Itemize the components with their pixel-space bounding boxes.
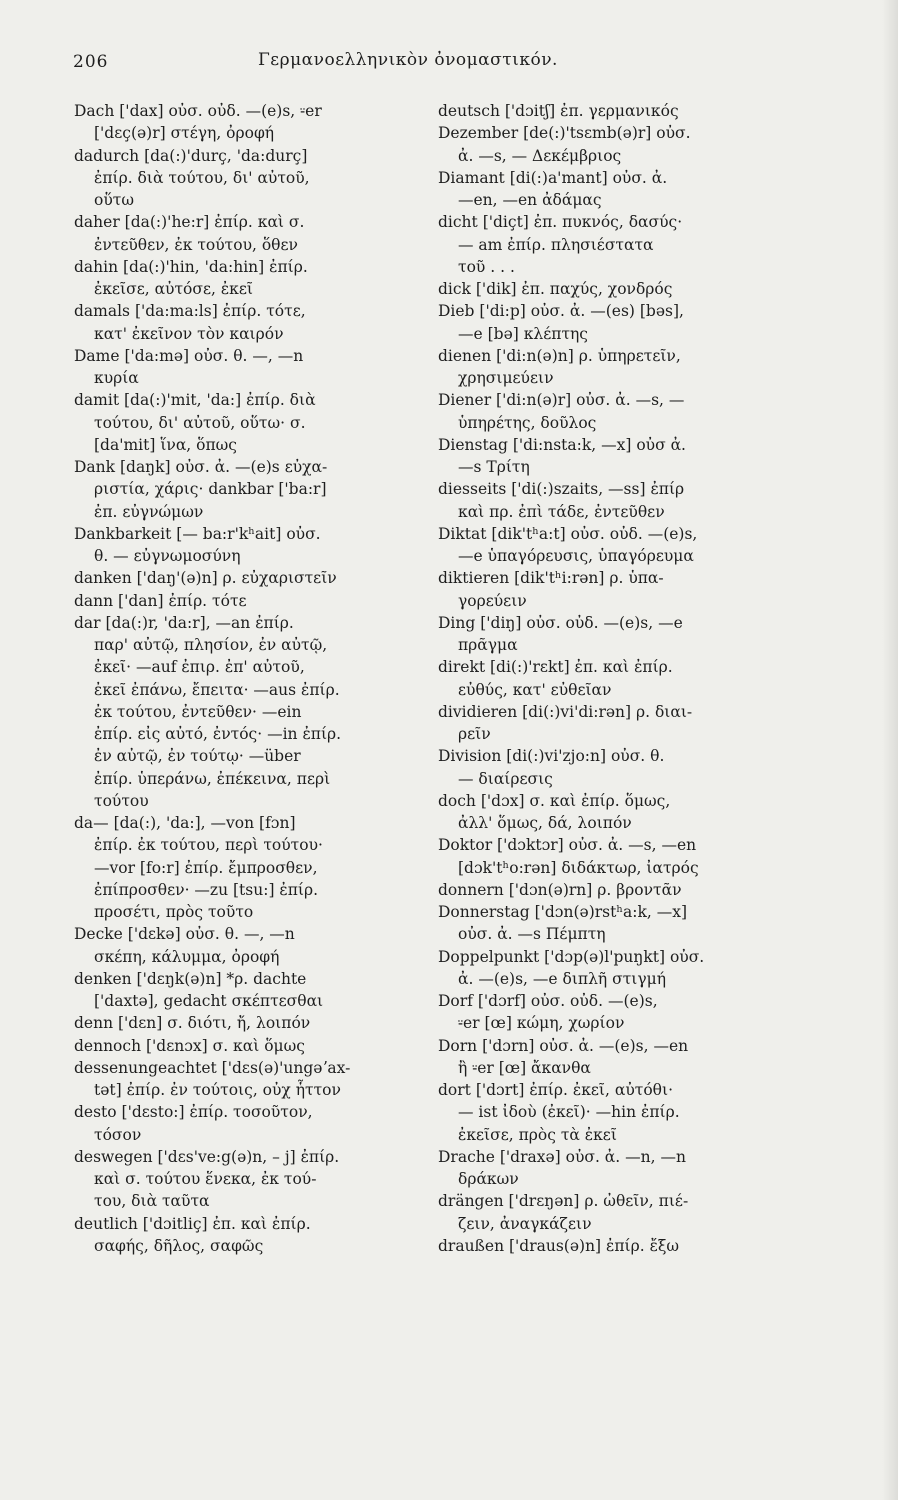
- entry-headword-line: dort ['dɔrt] ἐπίρ. ἐκεῖ, αὐτόθι·: [438, 1081, 673, 1099]
- entry-continuation-line: —vor [fo:r] ἐπίρ. ἔμπροσθεν,: [94, 858, 318, 877]
- entry-headword-line: dick ['dik] ἐπ. παχύς, χονδρός: [438, 280, 673, 298]
- entry-continuation-line: ριστία, χάρις· dankbar ['ba:r]: [94, 480, 327, 499]
- entry-continuation-line: ἐπίρ. ὑπεράνω, ἐπέκεινα, περὶ: [94, 769, 331, 788]
- entry-continuation-line: ρεῖν: [458, 725, 491, 743]
- entry-headword-line: diktieren [dik'tʰi:rən] ρ. ὑπα-: [438, 569, 664, 588]
- entry-headword-line: Dieb ['di:p] οὐσ. ἀ. —(es) [bəs],: [438, 302, 684, 321]
- entry-continuation-line: —s Τρίτη: [458, 458, 530, 476]
- entry-headword-line: deswegen ['dɛs've:g(ə)n, – j] ἐπίρ.: [74, 1147, 340, 1166]
- entry-headword-line: Diamant [di(:)a'mant] οὐσ. ἀ.: [438, 168, 668, 187]
- entry-continuation-line: σαφής, δῆλος, σαφῶς: [94, 1236, 264, 1255]
- entry-continuation-line: καὶ πρ. ἐπὶ τάδε, ἐντεῦθεν: [458, 502, 665, 521]
- entry-headword-line: donnern ['dɔn(ə)rn] ρ. βροντᾶν: [438, 880, 682, 899]
- entry-continuation-line: παρ' αὐτῷ, πλησίον, ἐν αὐτῷ,: [94, 636, 328, 654]
- entry-headword-line: dann ['dan] ἐπίρ. τότε: [74, 591, 247, 610]
- entry-headword-line: Dank [daŋk] οὐσ. ἀ. —(e)s εὐχα-: [74, 458, 328, 476]
- entry-headword-line: direkt [di(:)'rɛkt] ἐπ. καὶ ἐπίρ.: [438, 658, 673, 677]
- entry-continuation-line: δράκων: [458, 1170, 519, 1188]
- entry-headword-line: denken ['dɛŋk(ə)n] *ρ. dachte: [74, 969, 307, 988]
- entry-headword-line: deutsch ['dɔitʃ] ἐπ. γερμανικός: [438, 102, 679, 120]
- running-title: Γερμανοελληνικὸν ὀνομαστικόν.: [258, 50, 558, 70]
- entry-continuation-line: —e ὑπαγόρευσις, ὑπαγόρευμα: [458, 547, 694, 565]
- entry-headword-line: dessenungeachtet ['dɛs(ə)'ungəʼax-: [74, 1058, 351, 1077]
- entry-headword-line: Dorf ['dɔrf] οὐσ. οὐδ. —(e)s,: [438, 992, 658, 1010]
- entry-continuation-line: [dɔk'tʰo:rən] διδάκτωρ, ἰατρός: [458, 858, 699, 877]
- entry-continuation-line: ἢ ⸚er [œ] ἄκανθα: [458, 1058, 591, 1077]
- entry-headword-line: dienen ['di:n(ə)n] ρ. ὑπηρετεῖν,: [438, 346, 681, 365]
- entry-continuation-line: —en, —en ἀδάμας: [458, 191, 602, 209]
- entry-continuation-line: ἐντεῦθεν, ἐκ τούτου, ὅθεν: [94, 235, 298, 254]
- entry-headword-line: Decke ['dɛkə] οὐσ. θ. —, —n: [74, 925, 295, 944]
- entry-headword-line: damit [da(:)'mit, 'da:] ἐπίρ. διὰ: [74, 391, 316, 410]
- entry-headword-line: desto ['dɛsto:] ἐπίρ. τοσοῦτον,: [74, 1103, 313, 1122]
- entry-continuation-line: — διαίρεσις: [458, 769, 553, 788]
- entry-headword-line: Ding ['diŋ] οὐσ. οὐδ. —(e)s, —e: [438, 613, 683, 632]
- entry-headword-line: damals ['da:ma:ls] ἐπίρ. τότε,: [74, 302, 306, 321]
- entry-continuation-line: ['dɛç(ə)r] στέγη, ὀροφή: [94, 124, 275, 143]
- entry-continuation-line: οὐσ. ἀ. —s Πέμπτη: [458, 925, 606, 944]
- page-number: 206: [73, 52, 109, 72]
- entry-continuation-line: καὶ σ. τούτου ἕνεκα, ἐκ τού-: [94, 1170, 317, 1188]
- entry-headword-line: Dankbarkeit [— ba:r'kʰait] οὐσ.: [74, 524, 321, 543]
- entry-headword-line: Doktor ['dɔktɔr] οὐσ. ἀ. —s, —en: [438, 836, 697, 855]
- entry-headword-line: Dezember [de(:)'tsɛmb(ə)r] οὐσ.: [438, 124, 691, 143]
- entry-continuation-line: ἐπίρ. διὰ τούτου, δι' αὐτοῦ,: [94, 168, 310, 187]
- entry-continuation-line: ἀ. —s, — Δεκέμβριος: [458, 146, 622, 165]
- entry-continuation-line: ἐκεῖσε, αὐτόσε, ἐκεῖ: [94, 280, 253, 298]
- entry-headword-line: Drache ['draxə] οὐσ. ἀ. —n, —n: [438, 1147, 686, 1166]
- page-edge-shadow: [882, 0, 898, 1500]
- entry-continuation-line: ἐκεῖσε, πρὸς τὰ ἐκεῖ: [458, 1125, 617, 1144]
- entry-headword-line: diesseits ['di(:)szaits, —ss] ἐπίρ: [438, 480, 685, 499]
- entry-continuation-line: του, διὰ ταῦτα: [94, 1192, 210, 1211]
- entry-continuation-line: ἀλλ' ὅμως, δά, λοιπόν: [458, 814, 632, 832]
- entry-headword-line: dahin [da(:)'hin, 'da:hin] ἐπίρ.: [74, 257, 308, 276]
- entry-continuation-line: εὐθύς, κατ' εὐθεῖαν: [458, 680, 612, 699]
- entry-continuation-line: ἀ. —(e)s, —e διπλῆ στιγμή: [458, 969, 666, 988]
- entry-headword-line: drängen ['drɛŋən] ρ. ὠθεῖν, πιέ-: [438, 1192, 689, 1211]
- entry-continuation-line: ['daxtə], gedacht σκέπτεσθαι: [94, 992, 324, 1010]
- entry-continuation-line: θ. — εὐγνωμοσύνη: [94, 547, 241, 565]
- entry-continuation-line: — ist ἰδοὺ (ἐκεῖ)· —hin ἐπίρ.: [458, 1103, 680, 1122]
- entry-headword-line: Dach ['dax] οὐσ. οὐδ. —(e)s, ⸚er: [74, 102, 322, 120]
- entry-headword-line: dadurch [da(:)'durç, 'da:durç]: [74, 146, 308, 165]
- entry-continuation-line: κατ' ἐκεῖνον τὸν καιρόν: [94, 324, 284, 343]
- entry-headword-line: daher [da(:)'he:r] ἐπίρ. καὶ σ.: [74, 213, 305, 232]
- entry-continuation-line: tət] ἐπίρ. ἐν τούτοις, οὐχ ἧττον: [94, 1081, 341, 1099]
- entry-continuation-line: τοῦ . . .: [458, 257, 515, 276]
- entry-continuation-line: προσέτι, πρὸς τοῦτο: [94, 903, 254, 921]
- entry-continuation-line: οὕτω: [94, 191, 134, 209]
- entry-continuation-line: τούτου, δι' αὐτοῦ, οὕτω· σ.: [94, 413, 306, 432]
- entry-headword-line: denn ['dɛn] σ. διότι, ἤ, λοιπόν: [74, 1014, 311, 1033]
- entry-continuation-line: [da'mit] ἵνα, ὅπως: [94, 435, 237, 454]
- entry-headword-line: dividieren [di(:)vi'di:rən] ρ. διαι-: [438, 702, 693, 721]
- entry-headword-line: dar [da(:)r, 'da:r], —an ἐπίρ.: [74, 613, 294, 632]
- entry-headword-line: Diener ['di:n(ə)r] οὐσ. ἀ. —s, —: [438, 391, 685, 410]
- entry-continuation-line: ἐπίπροσθεν· —zu [tsu:] ἐπίρ.: [94, 880, 319, 899]
- entry-headword-line: doch ['dɔx] σ. καὶ ἐπίρ. ὅμως,: [438, 791, 671, 810]
- entry-continuation-line: —e [bə] κλέπτης: [458, 324, 588, 343]
- entry-headword-line: danken ['daŋ'(ə)n] ρ. εὐχαριστεῖν: [74, 569, 337, 588]
- entry-continuation-line: ἐκ τούτου, ἐντεῦθεν· —ein: [94, 702, 302, 721]
- entry-continuation-line: τούτου: [94, 791, 149, 810]
- entry-headword-line: Diktat [dik'tʰa:t] οὐσ. οὐδ. —(e)s,: [438, 524, 698, 543]
- entry-continuation-line: — am ἐπίρ. πλησιέστατα: [458, 235, 654, 254]
- left-column: [74, 100, 424, 1257]
- entry-continuation-line: ζειν, ἀναγκάζειν: [458, 1214, 592, 1233]
- entry-continuation-line: σκέπη, κάλυμμα, ὀροφή: [94, 947, 280, 966]
- entry-headword-line: Doppelpunkt ['dɔp(ə)l'puŋkt] οὐσ.: [438, 947, 705, 966]
- entry-continuation-line: ἐπίρ. ἐκ τούτου, περὶ τούτου·: [94, 836, 323, 855]
- entry-headword-line: Dienstag ['di:nsta:k, —x] οὐσ ἀ.: [438, 435, 686, 454]
- entry-continuation-line: ἐν αὐτῷ, ἐν τούτῳ· —über: [94, 747, 301, 766]
- entry-continuation-line: ἐπ. εὐγνώμων: [94, 502, 204, 521]
- entry-continuation-line: γορεύειν: [458, 591, 527, 610]
- entry-headword-line: deutlich ['dɔitliç] ἐπ. καὶ ἐπίρ.: [74, 1214, 311, 1233]
- entry-continuation-line: χρησιμεύειν: [458, 369, 554, 387]
- entry-continuation-line: τόσον: [94, 1125, 142, 1144]
- entry-continuation-line: πρᾶγμα: [458, 636, 518, 654]
- entry-headword-line: Donnerstag ['dɔn(ə)rstʰa:k, —x]: [438, 903, 688, 921]
- entry-headword-line: Division [di(:)vi'zjo:n] οὐσ. θ.: [438, 747, 665, 766]
- entry-headword-line: Dorn ['dɔrn] οὐσ. ἀ. —(e)s, —en: [438, 1036, 689, 1055]
- entry-headword-line: dennoch ['dɛnɔx] σ. καὶ ὅμως: [74, 1036, 305, 1055]
- entry-continuation-line: ἐκεῖ ἐπάνω, ἔπειτα· —aus ἐπίρ.: [94, 680, 340, 699]
- right-column: [438, 100, 790, 1257]
- entry-headword-line: dicht ['diçt] ἐπ. πυκνός, δασύς·: [438, 213, 683, 232]
- entry-continuation-line: ⸚er [œ] κώμη, χωρίον: [458, 1014, 625, 1033]
- entry-continuation-line: ἐκεῖ· —auf ἐπιρ. ἐπ' αὐτοῦ,: [94, 658, 305, 677]
- entry-continuation-line: ἐπίρ. εἰς αὐτό, ἐντός· —in ἐπίρ.: [94, 725, 342, 743]
- entry-headword-line: da— [da(:), 'da:], —von [fɔn]: [74, 814, 296, 832]
- entry-headword-line: draußen ['draus(ə)n] ἐπίρ. ἔξω: [438, 1236, 680, 1255]
- entry-continuation-line: ὑπηρέτης, δοῦλος: [458, 413, 597, 432]
- entry-headword-line: Dame ['da:mə] οὐσ. θ. —, —n: [74, 346, 304, 365]
- entry-continuation-line: κυρία: [94, 369, 139, 387]
